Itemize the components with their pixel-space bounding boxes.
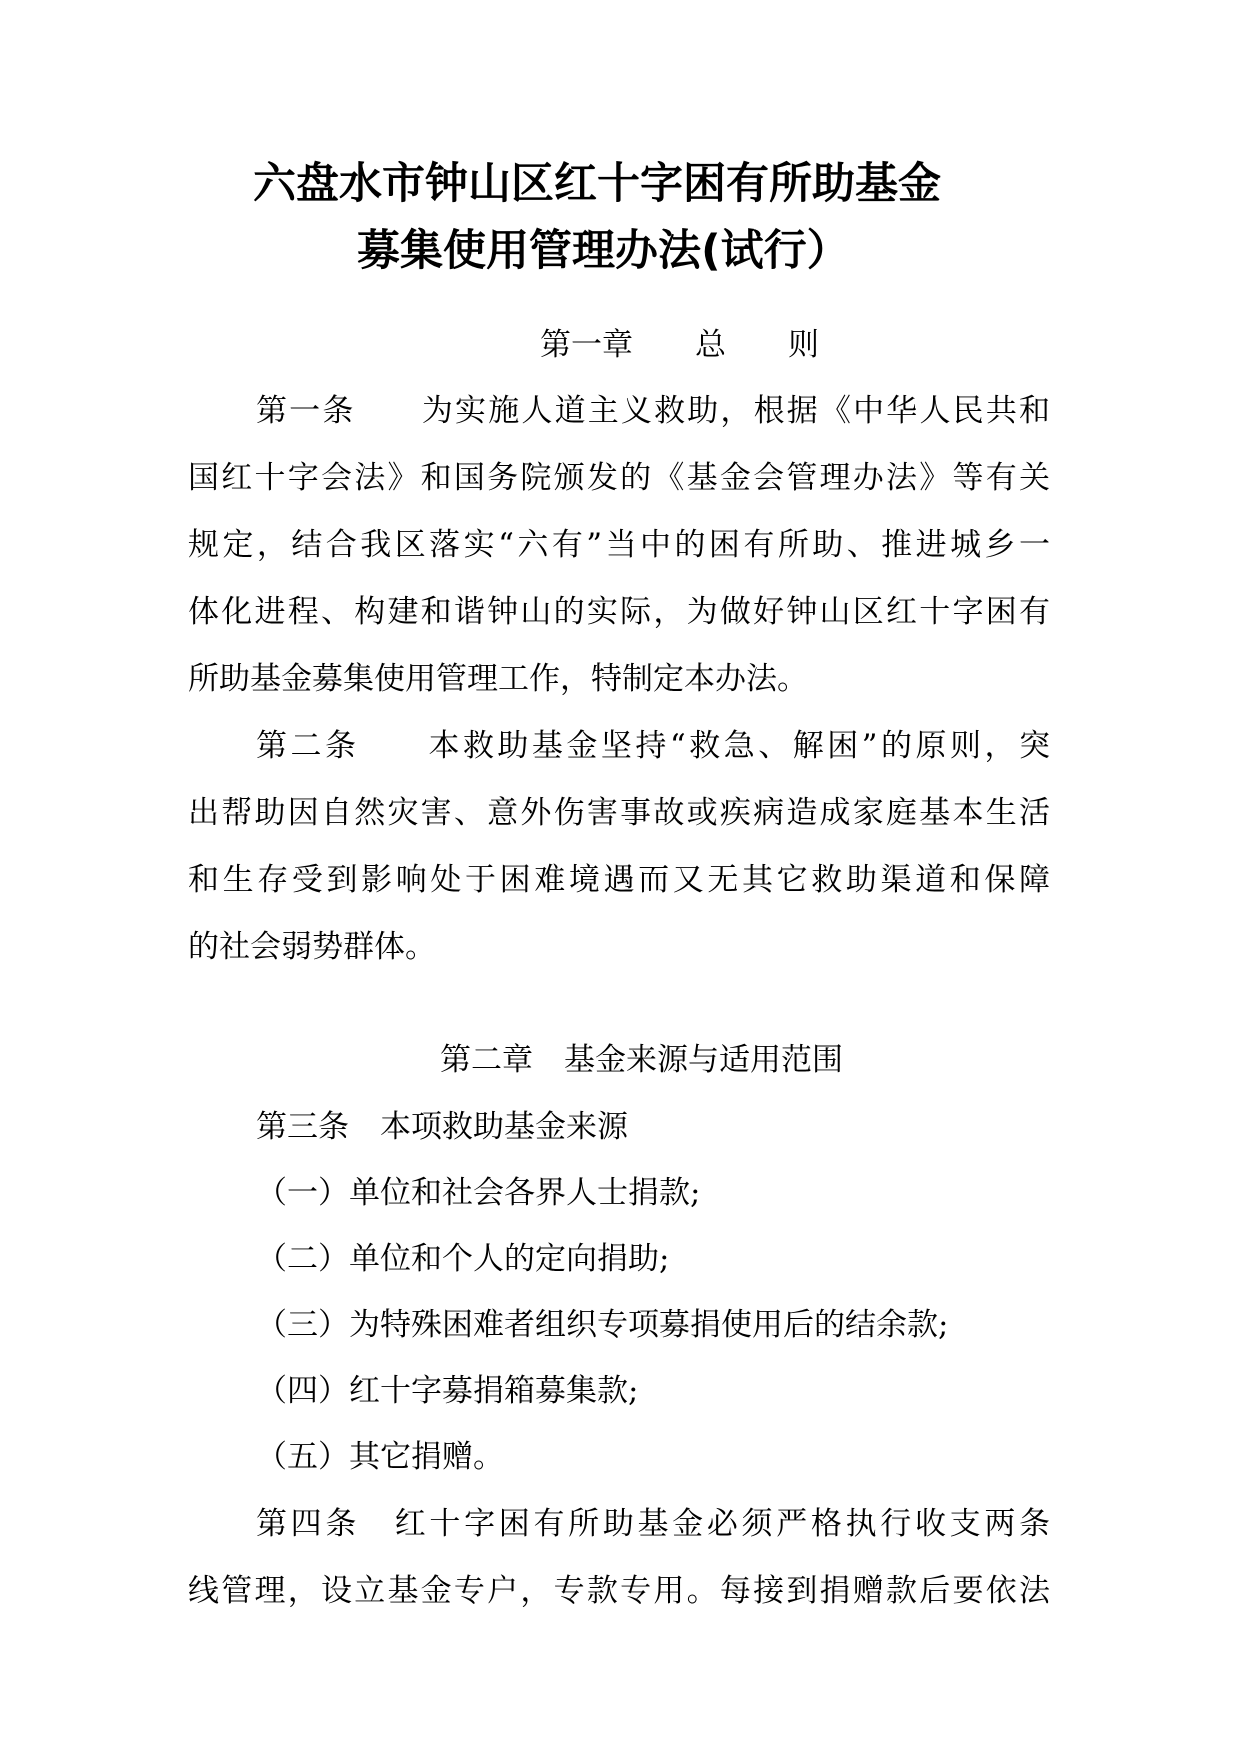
document-title-line-2: 募集使用管理办法(试行） [357,226,850,276]
article-3-item: （一）单位和社会各界人士捐款; [256,1175,701,1211]
article-4-line: 线管理，设立基金专户，专款专用。每接到捐赠款后要依法 [188,1573,1050,1609]
article-1-line: 第一条 为实施人道主义救助，根据《中华人民共和 [256,393,1050,429]
article-3-item: （四）红十字募捐箱募集款; [256,1373,639,1409]
chapter-1-heading: 第一章 总 则 [540,327,819,363]
chapter-2-heading: 第二章 基金来源与适用范围 [440,1042,843,1078]
article-4-line: 第四条 红十字困有所助基金必须严格执行收支两条 [256,1506,1050,1542]
article-2-line: 第二条 本救助基金坚持“救急、解困”的原则，突 [256,728,1050,764]
document-title-line-1: 六盘水市钟山区红十字困有所助基金 [253,159,941,209]
article-1-line: 规定，结合我区落实“六有”当中的困有所助、推进城乡一 [188,527,1050,563]
article-2-line: 出帮助因自然灾害、意外伤害事故或疾病造成家庭基本生活 [188,795,1050,831]
article-2-line: 的社会弱势群体。 [188,929,436,965]
article-3-title: 第三条 本项救助基金来源 [256,1109,628,1145]
article-3-item: （三）为特殊困难者组织专项募捐使用后的结余款; [256,1307,949,1343]
article-1-line: 国红十字会法》和国务院颁发的《基金会管理办法》等有关 [188,460,1050,496]
article-3-item: （二）单位和个人的定向捐助; [256,1241,670,1277]
article-1-line: 所助基金募集使用管理工作，特制定本办法。 [188,661,808,697]
article-3-item: （五）其它捐赠。 [256,1439,504,1475]
article-1-line: 体化进程、构建和谐钟山的实际，为做好钟山区红十字困有 [188,594,1050,630]
article-2-line: 和生存受到影响处于困难境遇而又无其它救助渠道和保障 [188,862,1050,898]
